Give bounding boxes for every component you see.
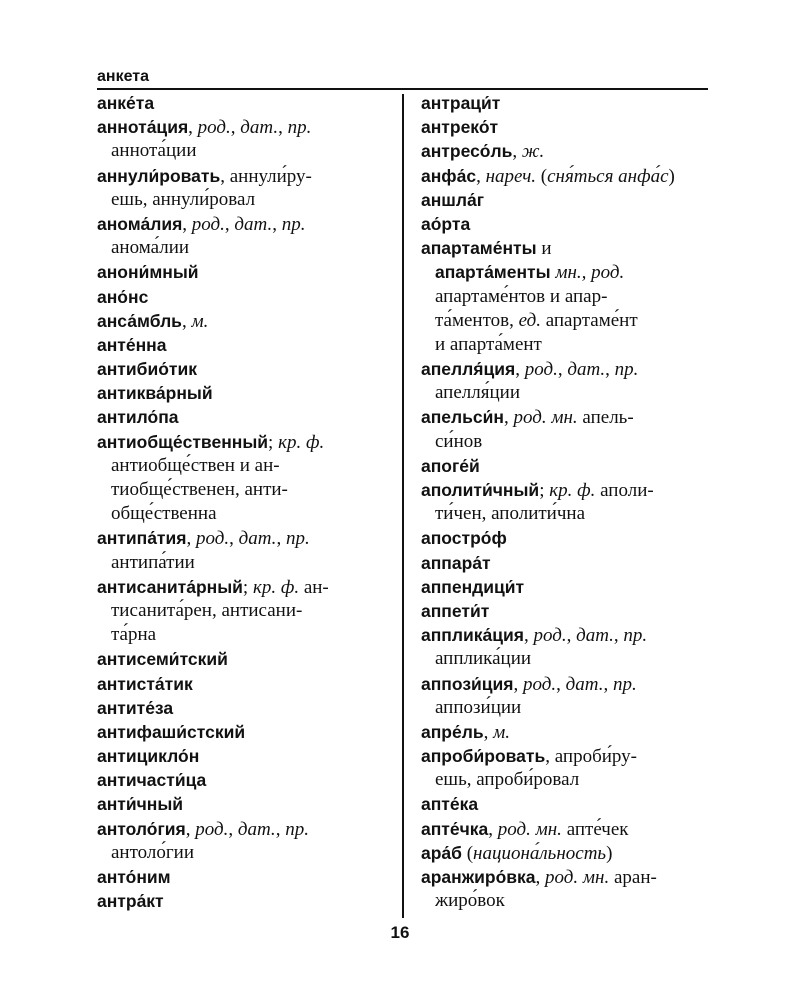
headword: антибио́тик [97,359,197,380]
grammar-note: дат. [565,673,604,695]
entry-continuation-line [421,285,711,309]
headword: антиобще́ственный [97,431,269,452]
entry-line [97,309,387,333]
headword: апельси́н [421,407,504,428]
entry-line [97,792,387,816]
entry-text: ; [539,480,550,501]
entry-line [421,91,711,115]
entry-continuation-line [97,599,387,623]
grammar-note: пр. [287,117,312,139]
entry-continuation-line [421,647,711,671]
grammar-note: род. мн. [513,407,578,429]
entry-continuation-line [421,309,711,333]
entry-continuation-line [421,430,711,454]
entry-text: ти́чен, аполити́чна [435,503,586,525]
entry-text: , [276,528,286,550]
grammar-note: дат. [567,359,606,381]
headword: апартаме́нты [421,238,537,259]
headword: анса́мбль [97,310,182,331]
entry-line [421,672,711,696]
entry-line [421,164,711,188]
entry-line [421,865,711,889]
entry-text: ; [268,431,279,453]
grammar-note: нареч. [485,165,537,187]
entry-continuation-line [421,889,711,913]
grammar-note: дат. [237,818,276,840]
entry-text: си́нов [435,430,483,452]
headword: анома́лия [97,213,183,234]
entry-text: , [185,818,196,840]
headword: антифаши́стский [97,721,246,742]
grammar-note: род. [197,117,231,139]
headword: аполити́чный [421,480,540,500]
entry-text: , аннули́ру- [220,165,312,187]
headword: апостро́ф [421,528,507,549]
entry-text: апартаме́нтов и апар- [435,285,608,307]
entry-text: , [512,141,522,163]
entry-text: , [181,310,192,332]
entry-text: апте́чек [561,818,629,840]
entry-text: , [278,117,288,139]
entry-text: ешь, апроби́ровал [435,769,580,791]
grammar-note: дат. [240,117,279,139]
running-header [97,66,708,90]
entry-continuation-line [421,381,711,405]
entry-text: , [228,818,238,840]
headword: антисеми́тский [97,649,228,670]
headword: антоло́гия [97,818,186,839]
headword: антиста́тик [97,673,193,694]
entry-text: ( [536,165,548,187]
entry-text: ; [242,576,253,598]
headword: антицикло́н [97,746,200,767]
entry-line [421,623,711,647]
running-title: анкета [97,68,149,85]
headword: анфа́с [421,165,477,186]
grammar-note: род. [523,673,557,695]
entry-line [421,744,711,768]
headword: апте́чка [421,818,489,839]
grammar-note: сня́ться анфа́с [547,165,669,187]
grammar-note: м. [191,310,209,332]
entry-text: , [515,359,525,381]
grammar-note: дат. [238,528,277,550]
entry-text: , [556,673,566,695]
entry-line [421,454,711,478]
entry-text: , [557,359,568,381]
grammar-note: пр. [281,213,306,235]
grammar-note: род. [195,528,230,550]
headword: анте́нна [97,334,167,355]
entry-line [421,841,711,865]
entry-line [97,381,387,405]
entry-line [421,551,711,575]
entry-continuation-line [421,768,711,792]
entry-line [97,817,387,841]
entry-text: аполи- [595,480,654,501]
entry-text: ешь, аннули́ровал [111,188,256,210]
grammar-note: род. [533,625,567,647]
entry-line [97,357,387,381]
grammar-note: род. [195,818,229,840]
entry-line [97,285,387,309]
entry-line [97,164,387,188]
grammar-note: кр. ф. [549,480,596,501]
headword: аппози́ция [421,673,514,694]
entry-continuation-line [97,551,387,575]
entry-line [97,526,387,550]
column-divider [402,94,404,918]
entry-text: , [483,721,494,743]
entry-text: антипа́тии [111,551,195,573]
grammar-note: пр. [612,673,637,695]
entry-line [97,647,387,671]
headword: анто́ним [97,867,171,887]
entry-text: , [605,359,615,381]
entry-text: , [488,818,498,840]
entry-text: апартаме́нт [540,309,638,331]
entry-text: та́ментов, [435,309,519,331]
entry-continuation-line [97,502,387,526]
grammar-note: пр. [285,528,310,550]
entry-text: , [230,117,241,139]
entry-text: жиро́вок [435,890,505,912]
entry-continuation-line [97,139,387,163]
entry-text: ) [606,842,613,864]
headword: апроби́ровать [421,746,546,767]
headword: анти́чный [97,794,184,815]
entry-text: ) [668,165,675,187]
entry-text: , [476,165,486,187]
headword: аннота́ция [97,117,189,138]
headword: антраци́т [421,93,501,113]
headword: апплика́ция [421,625,524,646]
entry-line [97,405,387,429]
entry-text: , [186,528,196,550]
entry-text: апель- [577,407,634,429]
headword: ао́рта [421,213,471,234]
entry-line [421,188,711,212]
entry-line [97,672,387,696]
entry-text: аран- [609,867,657,888]
grammar-note: ж. [521,141,545,163]
entry-text: , [566,625,577,647]
headword: антресо́ль [421,141,513,162]
entry-line [421,720,711,744]
entry-line [421,599,711,623]
entry-continuation-line [421,333,711,357]
entry-text: и апарта́мент [435,333,542,355]
grammar-note: м. [493,721,510,743]
entry-text: антоло́гии [111,841,195,863]
entry-line [421,139,711,163]
entry-continuation-line [421,696,711,720]
headword: антите́за [97,697,174,718]
entry-line [97,212,387,236]
entry-line [97,260,387,284]
entry-line [421,236,711,260]
headword: антипа́тия [97,528,187,549]
grammar-note: род. мн. [497,818,562,840]
headword: антра́кт [97,891,164,912]
entry-text: , [613,625,624,647]
headword: антреко́т [421,117,499,138]
entry-text: тисанита́рен, антисани- [111,599,303,621]
entry-text: ( [461,842,474,864]
grammar-note: ед. [518,309,541,331]
entry-continuation-line [97,188,387,212]
entry-text: , [182,213,192,235]
entry-line [97,333,387,357]
grammar-note: пр. [623,625,648,647]
headword: антиква́рный [97,383,213,404]
headword: аншла́г [421,189,485,210]
headword: ано́нс [97,286,149,307]
headword: аннули́ровать [97,165,221,186]
entry-line [97,696,387,720]
entry-continuation-line [97,478,387,502]
headword: антило́па [97,407,179,428]
right-column [421,91,711,913]
left-column [97,91,387,913]
grammar-note: пр. [614,359,639,381]
entry-text: , [188,117,198,139]
entry-text: , [513,673,524,695]
headword: апелля́ция [421,359,516,380]
page-number: 16 [390,923,410,942]
entry-line [421,526,711,550]
entry-text: , [272,213,282,235]
entry-line [421,115,711,139]
headword: антисанита́рный [97,576,243,597]
entry-continuation-line [421,502,711,526]
headword: апоге́й [421,455,480,476]
entry-text: , [275,818,286,840]
entry-text: обще́ственна [111,503,217,525]
entry-line [97,768,387,792]
grammar-note: род. мн. [545,867,610,888]
grammar-note: дат. [234,213,273,235]
entry-line [421,575,711,599]
headword: аппендици́т [421,576,525,597]
entry-continuation-line [97,623,387,647]
entry-text: апелля́ции [435,382,520,404]
grammar-note: род. [524,359,558,381]
headword: аппети́т [421,600,490,621]
entry-line [421,792,711,816]
headword: аранжиро́вка [421,867,536,887]
grammar-note: национа́льность [473,842,607,864]
headword: античасти́ца [97,770,207,791]
entry-continuation-line [97,454,387,478]
entry-line [421,478,711,502]
entry-line [97,744,387,768]
entry-text: антиобще́ствен и ан- [111,454,280,476]
entry-text: тиобще́ственен, анти- [111,479,288,500]
entry-text: , [523,625,534,647]
entry-text: анома́лии [111,237,190,259]
entry-line [421,817,711,841]
grammar-note: кр. ф. [252,576,300,598]
entry-text: , [535,867,546,888]
headword: аппара́т [421,552,491,573]
entry-line [421,405,711,429]
headword: апре́ль [421,721,484,742]
entry-text: та́рна [111,624,157,646]
entry-text: , [503,407,514,429]
entry-text: аппози́ции [435,696,522,718]
entry-text: , [224,213,235,235]
entry-line [421,357,711,381]
entry-line [97,889,387,913]
entry-line [97,430,387,454]
headword: ара́б [421,842,462,863]
entry-line [421,212,711,236]
entry-text: , [229,528,239,550]
grammar-note: род. [191,213,225,235]
grammar-note: дат. [576,625,614,647]
entry-continuation-line [97,236,387,260]
entry-line [97,115,387,139]
entry-text: апплика́ции [435,648,532,670]
grammar-note: кр. ф. [278,431,325,453]
entry-line [97,575,387,599]
entry-text: , [603,673,613,695]
entry-text: ан- [299,576,329,598]
grammar-note: пр. [285,818,309,840]
entry-text: и [536,238,552,260]
entry-line [97,865,387,889]
entry-line [97,720,387,744]
headword: апте́ка [421,794,479,815]
entry-line [97,91,387,115]
headword: анке́та [97,93,155,113]
entry-text: , апроби́ру- [545,746,637,768]
entry-text: аннота́ции [111,140,197,162]
grammar-note: мн., род. [555,262,625,284]
headword: анони́мный [97,262,199,283]
entry-continuation-line [97,841,387,865]
entry-continuation-line [421,260,711,284]
headword: апарта́менты [435,262,551,283]
